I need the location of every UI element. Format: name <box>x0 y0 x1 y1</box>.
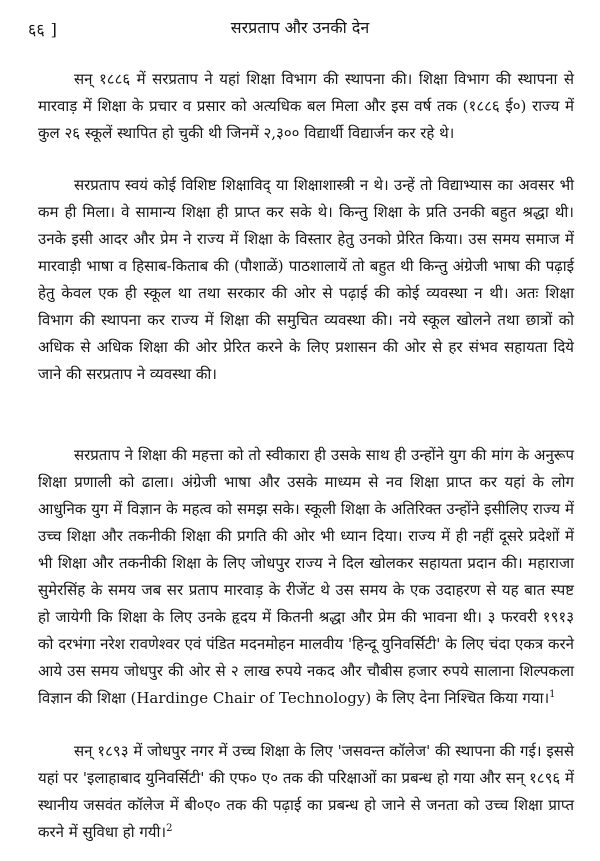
page-number-value: ६६ <box>28 20 45 39</box>
header-bracket: ] <box>50 20 57 39</box>
paragraph <box>38 66 574 147</box>
paragraph <box>38 172 574 388</box>
page-header <box>14 16 586 42</box>
footnote-marker: 1 <box>549 689 556 700</box>
paragraph <box>38 738 574 846</box>
paragraph-text: सरप्रताप स्वयं कोई विशिष्ट शिक्षाविद् या शिक्षाशास्त्री न थे। उन्हें तो विद्याभ्यास का अवसर भी कम ही मिला। वे सामान्य शिक्षा ही प्राप्त कर सके थे। किन्तु शिक्षा के प्रति उनकी बहुत श्रद्धा थी। उनके इसी आदर और प्रेम ने राज्य में शिक्षा के विस्तार हेतु उनको प्रेरित किया। उस समय समाज में मारवाड़ी भाषा व हिसाब-किताब की (पौशाळें) पाठशालायें तो बहुत थी किन्तु अंग्रेजी भाषा की पढ़ाई हेतु केवल एक ही स्कूल था तथा सरकार की ओर से पढ़ाई की कोई व्यवस्था न थी। अतः शिक्षा विभाग की स्थापना कर राज्य में शिक्षा की समुचित व्यवस्था की। नये स्कूल खोलने तथा छात्रों को अधिक से अधिक शिक्षा की ओर प्रेरित करने के लिए प्रशासन की ओर से हर संभव सहायता दिये जाने की सरप्रताप ने व्यवस्था की। <box>38 176 574 383</box>
paragraph <box>38 442 574 712</box>
running-title: सरप्रताप और उनकी देन <box>230 18 370 37</box>
paragraph-text: सन् १८८६ में सरप्रताप ने यहां शिक्षा विभाग की स्थापना की। शिक्षा विभाग की स्थापना से मारवाड़ में शिक्षा के प्रचार व प्रसार को अत्यधिक बल मिला और इस वर्ष तक (१८८६ ई०) राज्य में कुल २६ स्कूलें स्थापित हो चुकी थी जिनमें २,३०० विद्यार्थी विद्यार्जन कर रहे थे। <box>38 70 574 142</box>
footnote-marker: 2 <box>166 823 173 834</box>
paragraph-text: सरप्रताप ने शिक्षा की महत्ता को तो स्वीकारा ही उसके साथ ही उन्होंने युग की मांग के अनुरूप शिक्षा प्रणाली को ढाला। अंग्रेजी भाषा और उसके माध्यम से नव शिक्षा प्राप्त कर यहां के लोग आधुनिक युग में विज्ञान के महत्व को समझ सके। स्कूली शिक्षा के अतिरिक्त उन्होंने इसीलिए राज्य में उच्च शिक्षा और तकनीकी शिक्षा की प्रगति की ओर भी ध्यान दिया। राज्य में ही नहीं दूसरे प्रदेशों में भी शिक्षा और तकनीकी शिक्षा के लिए जोधपुर राज्य ने दिल खोलकर सहायता प्रदान की। महाराजा सुमेरसिंह के समय जब सर प्रताप मारवाड़ के रीजेंट थे उस समय के एक उदाहरण से यह बात स्पष्ट हो जायेगी कि शिक्षा के लिए उनके हृदय में कितनी श्रद्धा और प्रेम की भावना थी। ३ फरवरी १९१३ को दरभंगा नरेश रावणेश्वर एवं पंडित मदनमोहन मालवीय 'हिन्दू युनिवर्सिटी' के लिए चंदा एकत्र करने आये उस समय जोधपुर की ओर से २ लाख रुपये नकद और चौबीस हजार रुपये सालाना शिल्पकला विज्ञान की शिक्षा (Hardinge Chair of Technology) के लिए देना निश्चित किया गया। <box>38 446 574 707</box>
paragraph-text: सन् १८९३ में जोधपुर नगर में उच्च शिक्षा के लिए 'जसवन्त कॉलेज' की स्थापना की गई। इससे यहां पर 'इलाहाबाद युनिवर्सिटी' की एफ० ए० तक की परिक्षाओं का प्रबन्ध हो गया और सन् १८९६ में स्थानीय जसवंत कॉलेज में बी०ए० तक की पढ़ाई का प्रबन्ध हो जाने से जनता को उच्च शिक्षा प्राप्त करने में सुविधा हो गयी। <box>38 742 574 841</box>
